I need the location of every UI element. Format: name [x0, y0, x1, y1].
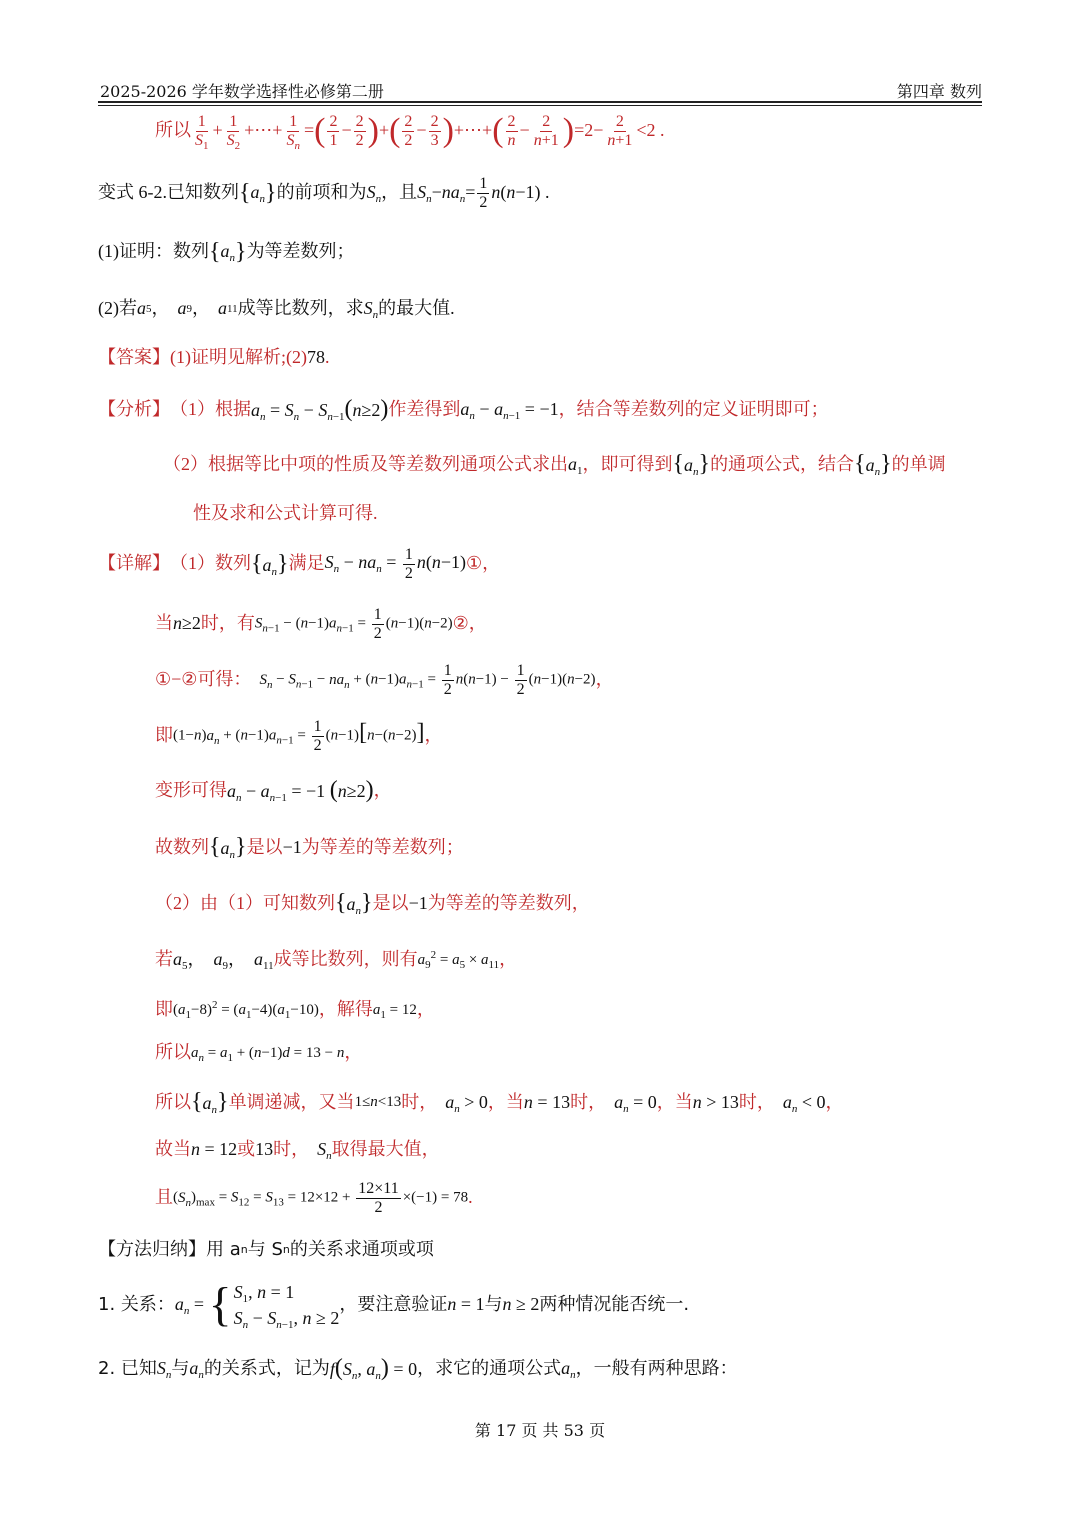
question-1-post: 为等差数列；	[246, 241, 355, 262]
detail-l2b: 时，有	[200, 613, 255, 634]
method-title-c: 的关系求通项或项	[289, 1239, 434, 1260]
method-r1d: 两种情况能否统一.	[539, 1294, 690, 1316]
detail-result: 78	[453, 1189, 469, 1206]
detail-line-2: 当 n≥2 时，有 $S_{n-1} - (n-1)a_{n-1}$ = $\frac{1}{2}$ (n−1)(n−2) ② ，	[155, 606, 487, 642]
analysis-tag: 【分析】	[98, 398, 170, 419]
variant-title: 变式 6-2.已知数列 { $a_n$ } 的前项和为 $S_n$ ，且 $S_n$ − $na_n$ = $\frac{1}{2}$ n ( n −1) .	[98, 175, 550, 211]
method-title: 【方法归纳】用 a n 与 S n 的关系求通项或项	[98, 1239, 434, 1260]
circle-two: ②	[452, 613, 469, 634]
detail-line-5: 变形可得 $a_n - a_{n-1} = -1$ (n≥2) ，	[155, 777, 392, 804]
circle-two-ref: ②	[181, 669, 198, 690]
detail-l1a: （1）数列	[170, 553, 251, 574]
analysis-line-1: 【分析】 （1）根据 $a_n = S_n - S_{n-1}(n\ge 2)$ 作差得到 $a_n - a_{n-1} = -1$ ，结合等差数列的定义证明即可；	[98, 396, 829, 423]
circle-one-ref: ①	[155, 669, 172, 690]
detail-line-13: 且 $(S_n)_{max} = S_{12} = S_{13} = 12\times 12$ + $\frac{12\times 11}{2}$ ×(−1) = 78 .	[155, 1180, 473, 1216]
detail-l11c: 时，	[401, 1091, 438, 1112]
circle-one: ①	[466, 553, 483, 574]
detail-l10a: 所以	[155, 1042, 191, 1062]
detail-l2a: 当	[155, 613, 173, 634]
method-title-b: 与 S	[247, 1239, 283, 1260]
question-1: (1)证明：数列 { $a_n$ } 为等差数列；	[98, 239, 355, 265]
method-r1a: 1. 关系：	[98, 1294, 175, 1316]
detail-line-7: （2）由（1）可知数列 $\{a_n\}$ 是以 −1 为等差的等差数列，	[155, 890, 590, 917]
detail-l4a: 即	[155, 725, 173, 746]
detail-l11g: 时，	[738, 1091, 775, 1112]
header-title: 2025-2026 学年数学选择性必修第二册	[100, 82, 384, 101]
detail-l11e: 时，	[570, 1091, 607, 1112]
detail-l12d: 取得最大值，	[331, 1139, 440, 1159]
question-2-post: 成等比数列，求	[237, 298, 364, 318]
detail-line-10: 所以 $a_n = a_1 + (n-1)d = 13 - n$ ，	[155, 1042, 363, 1064]
detail-line-6: 故数列 $\{a_n\}$ 是以 −1 为等差的等差数列；	[155, 834, 464, 861]
detail-line-11: 所以 $\{a_n\}$ 单调递减，又当 1≤n<13 时， $a_n > 0$ ，当 n = 13 时， $a_n = 0$ ，当 n > 13 时， $a_n < 0$ ，	[155, 1089, 844, 1116]
detail-l7c: 为等差的等差数列，	[427, 892, 590, 913]
method-r2d: ，求它的通项公式	[417, 1357, 562, 1379]
method-r1c: 与	[484, 1294, 503, 1316]
detail-l6a: 故数列	[155, 836, 209, 857]
variant-title-mid: 的前项和为	[276, 182, 367, 203]
detail-l11a: 所以	[155, 1091, 191, 1112]
detail-line-9: 即 $(a_1-8)^2 = (a_1-4)(a_1-10)$ ，解得 $a_1 = 12$ ，	[155, 998, 435, 1021]
detail-l8a: 若	[155, 949, 173, 969]
detail-line-1: 【详解】 （1）数列 $\{a_n\}$ 满足 $S_n - na_n$ = $\frac{1}{2}$ n(n−1) ① ，	[98, 546, 501, 582]
method-r2b: 与	[171, 1357, 190, 1379]
page-footer: 第 17 页 共 53 页	[474, 1421, 606, 1440]
answer-value: 78	[306, 347, 325, 367]
analysis-p2a: （2）根据等比中项的性质及等差数列通项公式求出	[163, 453, 568, 474]
detail-tag: 【详解】	[98, 553, 170, 574]
header-rule-thin	[98, 105, 982, 106]
analysis-p1a: （1）根据	[170, 398, 251, 419]
detail-l12a: 故当	[155, 1139, 191, 1159]
analysis-p2c: 的通项公式，结合	[710, 453, 855, 474]
detail-l6b: 是以	[246, 836, 283, 857]
header-rule-thick	[98, 101, 982, 103]
detail-line-3: ① − ② 可得： $S_n - S_{n-1} - na_n + (n-1)a_{n-1}$ = $\frac{1}{2}$ n(n−1) − $\frac{1}{2}$ (n−1)(n−2) ，	[155, 662, 614, 698]
detail-l12c: 时，	[273, 1139, 310, 1159]
method-rule-2: 2. 已知 $S_n$ 与 $a_n$ 的关系式，记为 $f(S_n$, $a_n) = 0$ ，求它的通项公式 $a_n$ ，一般有两种思路：	[98, 1355, 738, 1382]
detail-l6c: 为等差的等差数列；	[301, 836, 464, 857]
detail-l1b: 满足	[288, 553, 325, 574]
question-2-text: (2)若	[98, 298, 137, 318]
detail-l7b: 是以	[372, 892, 409, 913]
detail-l9a: 即	[155, 999, 173, 1019]
detail-l11d: ，当	[487, 1091, 524, 1112]
variant-title-post: ，且	[381, 182, 418, 203]
detail-l11b: 单调递减，又当	[228, 1091, 355, 1112]
analysis-p3: 性及求和公式计算可得.	[193, 503, 378, 523]
detail-l3a: 可得：	[197, 669, 252, 690]
method-r2c: 的关系式，记为	[203, 1357, 330, 1379]
detail-line-12: 故当 n = 12 或 13 时， $S_n$ 取得最大值，	[155, 1139, 440, 1162]
header-chapter: 第四章 数列	[896, 82, 982, 101]
method-title-a: 【方法归纳】用 a	[98, 1239, 241, 1260]
answer-tag: 【答案】	[98, 347, 170, 367]
analysis-line-2: （2）根据等比中项的性质及等差数列通项公式求出 $a_1$ ，即可得到 $\{a_n\}$ 的通项公式，结合 $\{a_n\}$ 的单调	[163, 451, 946, 478]
method-rule-1: 1. 关系： $a_n$ = { $S_1$, n = 1 $S_n - S_{n-1}$, n ≥ 2 ，要注意验证 n = 1 与 n ≥ 2 两种情况能否统一.	[98, 1278, 690, 1332]
method-r2e: ，一般有两种思路：	[575, 1357, 738, 1379]
detail-l9b: ，解得	[318, 999, 373, 1019]
method-r2a: 2. 已知	[98, 1357, 157, 1379]
detail-line-8: 若 $a_5$， $a_9$， $a_{11}$ 成等比数列，则有 $a_9^2 = a_5 \times a_{11}$ ，	[155, 948, 518, 972]
question-2: (2)若 a 5 ， a 9 ， a 11 成等比数列，求 $S_n$ 的最大值.	[98, 298, 455, 321]
analysis-line-3	[193, 503, 378, 525]
sum-prefix: 所以	[155, 120, 191, 141]
detail-line-4: 即 $(1-n)a_n + (n-1)a_{n-1}$ = $\frac{1}{2}$ (n−1)[n−(n−2)] ，	[155, 718, 443, 754]
detail-l12b: 或	[237, 1139, 256, 1159]
detail-l11f: ，当	[656, 1091, 693, 1112]
analysis-p1b: 作差得到	[388, 398, 461, 419]
detail-l13a: 且	[155, 1187, 173, 1208]
analysis-p1c: ，结合等差数列的定义证明即可；	[558, 398, 829, 419]
answer-line: 【答案】 (1)证明见解析;(2) 78 .	[98, 347, 330, 367]
detail-l5a: 变形可得	[155, 779, 227, 800]
detail-l7a: （2）由（1）可知数列	[155, 892, 335, 913]
detail-l8b: 成等比数列，则有	[273, 949, 418, 969]
answer-text: (1)证明见解析;(2)	[170, 347, 307, 367]
question-1-text: (1)证明：数列	[98, 241, 209, 262]
analysis-p2d: 的单调	[891, 453, 946, 474]
question-2-end: 的最大值.	[378, 298, 455, 318]
method-r1b: ，要注意验证	[339, 1294, 448, 1316]
sum-telescoping-line: 所以 $\frac{1}{S_1}$ + $\frac{1}{S_2}$ +⋯+ $\frac{1}{S_n}$ = ( $\frac{2}{1}$ − $\frac{2}{2}$ ) + ( $\frac{2}{2}$ − $\frac{2}{3}$ ) +⋯+ ( $\frac{2}{n}$ − $\frac{2}{n+1}$ ) =2− $\frac{2}{n+1}$ <2 .	[155, 112, 665, 152]
analysis-p2b: ，即可得到	[582, 453, 673, 474]
variant-title-text: 变式 6-2.已知数列	[98, 182, 239, 203]
